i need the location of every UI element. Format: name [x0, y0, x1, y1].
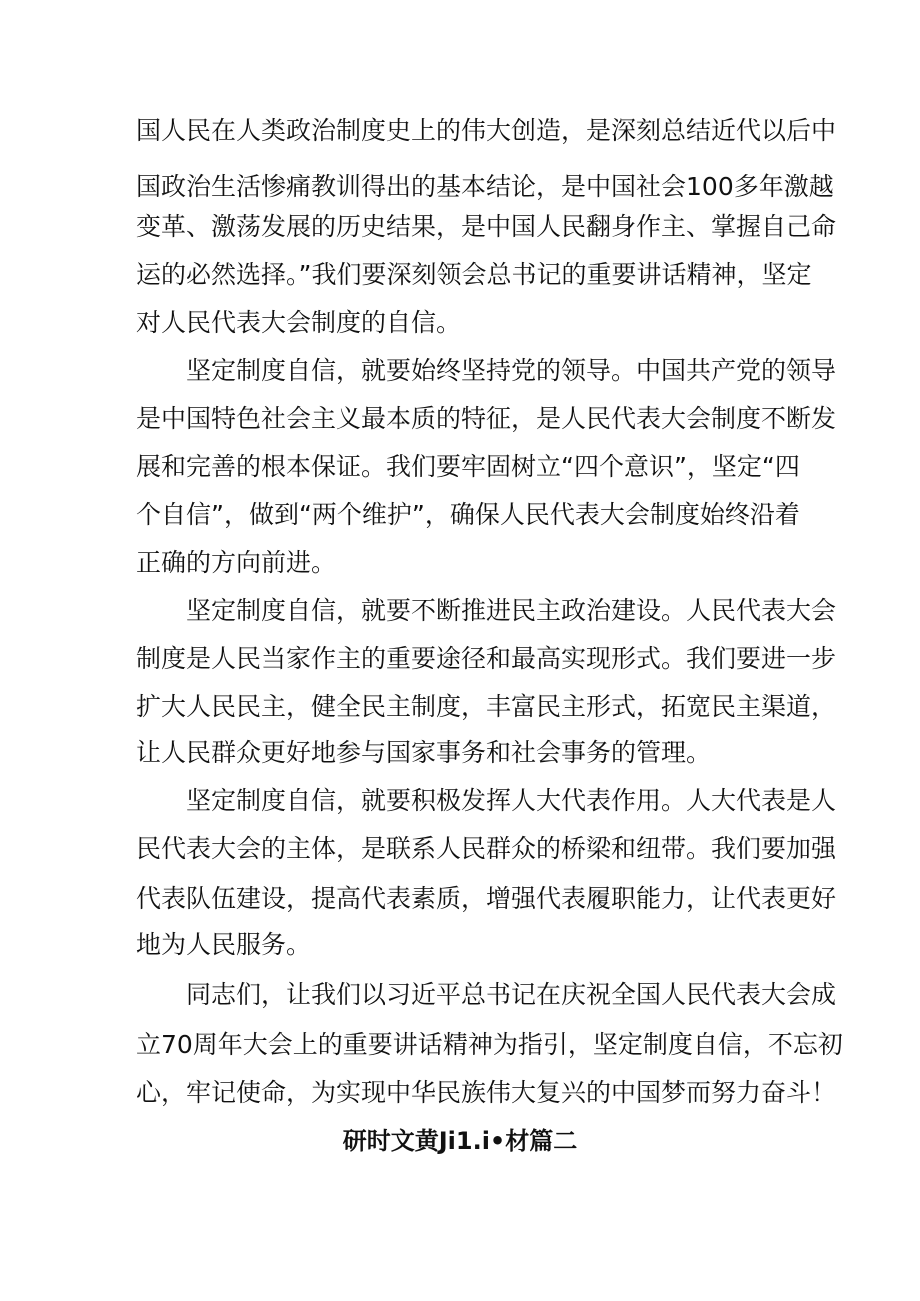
paragraph-5-line-3: 心，牢记使命，为实现中华民族伟大复兴的中国梦而努力奋斗！ [136, 1078, 837, 1107]
section-heading: 研时文黄Ji1.i•材篇二 [342, 1127, 578, 1155]
paragraph-1-line-3: 变革、激荡发展的历史结果，是中国人民翻身作主、掌握自己命 [136, 212, 837, 241]
paragraph-1-line-1: 国人民在人类政治制度史上的伟大创造，是深刻总结近代以后中 [136, 116, 837, 145]
paragraph-1-line-5: 对人民代表大会制度的自信。 [136, 308, 462, 337]
paragraph-1-line-2: 国政治生活惨痛教训得出的基本结论，是中国社会100多年激越 [136, 172, 834, 201]
paragraph-2-line-5: 正确的方向前进。 [136, 548, 337, 577]
paragraph-4-line-4: 地为人民服务。 [136, 930, 312, 959]
paragraph-3-line-3: 扩大人民民主，健全民主制度，丰富民主形式，拓宽民主渠道， [136, 692, 837, 721]
paragraph-2-line-4: 个自信”，做到“两个维护”，确保人民代表大会制度始终沿着 [136, 500, 800, 529]
paragraph-2-line-1: 坚定制度自信，就要始终坚持党的领导。中国共产党的领导 [186, 356, 837, 385]
paragraph-2-line-3: 展和完善的根本保证。我们要牢固树立“四个意识”，坚定“四 [136, 452, 800, 481]
paragraph-4-line-1: 坚定制度自信，就要积极发挥人大代表作用。人大代表是人 [186, 786, 837, 815]
paragraph-3-line-4: 让人民群众更好地参与国家事务和社会事务的管理。 [136, 738, 712, 767]
paragraph-5-line-2: 立70周年大会上的重要讲话精神为指引，坚定制度自信，不忘初 [136, 1030, 843, 1059]
paragraph-4-line-2: 民代表大会的主体，是联系人民群众的桥梁和纽带。我们要加强 [136, 834, 837, 863]
paragraph-1-line-4: 运的必然选择。”我们要深刻领会总书记的重要讲话精神，坚定 [136, 260, 812, 289]
paragraph-3-line-1: 坚定制度自信，就要不断推进民主政治建设。人民代表大会 [186, 596, 837, 625]
paragraph-5-line-1: 同志们，让我们以习近平总书记在庆祝全国人民代表大会成 [186, 980, 837, 1009]
paragraph-4-line-3: 代表队伍建设，提高代表素质，增强代表履职能力，让代表更好 [136, 884, 837, 913]
paragraph-3-line-2: 制度是人民当家作主的重要途径和最高实现形式。我们要进一步 [136, 644, 837, 673]
paragraph-2-line-2: 是中国特色社会主义最本质的特征，是人民代表大会制度不断发 [136, 404, 837, 433]
